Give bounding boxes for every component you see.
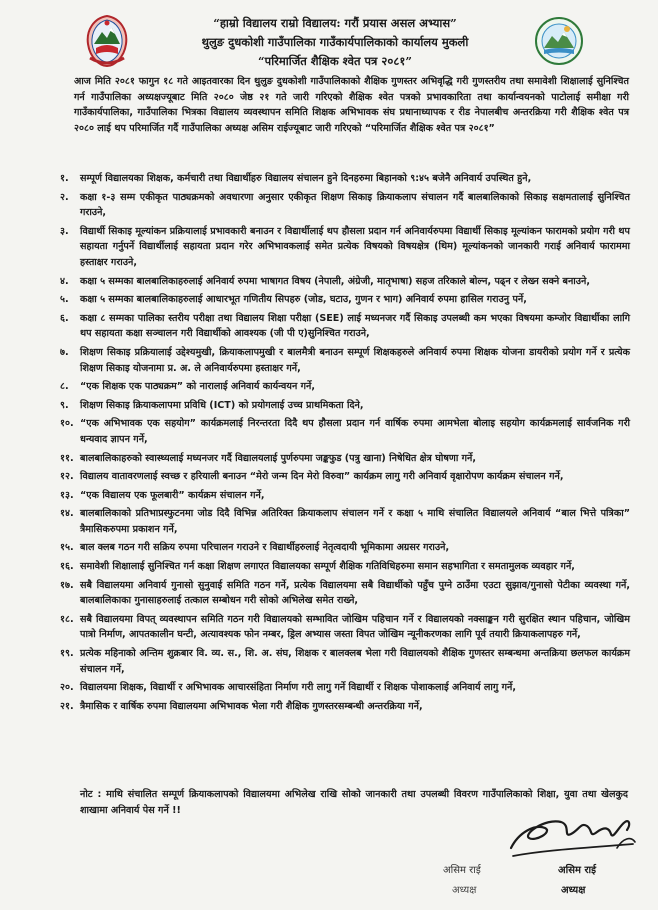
document-title: “परिमार्जित शैक्षिक श्वेत पत्र २०८१” xyxy=(258,54,412,68)
directive-number: १३. xyxy=(60,489,74,501)
directive-number: २१. xyxy=(60,700,74,712)
directive-number: २०. xyxy=(60,682,74,694)
directive-item xyxy=(60,190,630,221)
directive-item xyxy=(60,559,630,575)
directive-item xyxy=(60,292,630,308)
directive-number: ४. xyxy=(60,275,69,287)
directive-text: “एक शिक्षक एक पाठ्यक्रम” को नारालाई अनिवार्य कार्यन्वयन गर्ने, xyxy=(80,381,315,393)
directive-item xyxy=(60,506,630,537)
header-office: थुलुङ दुधकोशी गाउँपालिका गाउँकार्यपालिकाको कार्यालय मुकली xyxy=(201,35,469,49)
directive-item xyxy=(60,540,630,556)
directive-text: विद्यालय वातावरणलाई स्वच्छ र हरियाली बनाउन “मेरो जन्म दिन मेरो विरुवा” कार्यक्रम लागु गरी अनिवार्य वृक्षारोपण कार्यक्रम संचालन गर्ने, xyxy=(80,471,564,483)
directive-number: १०. xyxy=(60,418,74,430)
directive-item xyxy=(60,488,630,504)
directive-number: ९. xyxy=(60,399,69,411)
directive-text: शिक्षण सिकाइ क्रियाकलापमा प्रविधि (ICT) को प्रयोगलाई उच्च प्राथमिकता दिने, xyxy=(80,399,364,411)
directive-text: सबै विद्यालयमा विपत् व्यवस्थापन समिति गठन गरी विद्यालयको सम्भावित जोखिम पहिचान गर्ने र विद्यालयको नक्साङ्कन गरी सुरक्षित स्थान पहिचान, जोखिम पात्रो निर्माण, आपतकालीन घन्टी, अत्यावश्यक फोन नम्बर, ड्रिल अभ्यास जस्ता विपत जोखिम न्यूनीकरणका लागि पूर्व तयारी क्रियाकलापहरु गर्ने, xyxy=(80,613,630,641)
directive-text: त्रैमासिक र वार्षिक रुपमा विद्यालयमा अभिभावक भेला गरी शैक्षिक गुणस्तरसम्बन्धी अन्तरक्रिया गर्ने, xyxy=(80,700,423,712)
directive-text: “एक विद्यालय एक फूलबारी” कार्यक्रम संचालन गर्ने, xyxy=(80,489,265,501)
directive-text: कक्षा ८ सम्मका पालिका स्तरीय परीक्षा तथा विद्यालय शिक्षा परीक्षा (SEE) लाई मध्यनजर गर्दै सिकाइ उपलब्धी कम भएका विषयमा कम्जोर विद्यार्थीका लागि थप सहायता कक्षा सञ्चालन गरी विद्यार्थीको आवश्यक (जी पी ए)सुनिश्चित गराउने, xyxy=(80,312,630,340)
note-paragraph: नोट : माथि संचालित सम्पूर्ण क्रियाकलापको विद्यालयमा अभिलेख राखि सोको जानकारी तथा उपलब्धी विवरण गाउँपालिकाको शिक्षा, युवा तथा खेलकुद शाखामा अनिवार्य पेस गर्ने !! xyxy=(80,789,628,816)
stamp-name: असिम राई xyxy=(443,865,481,876)
directive-item xyxy=(60,171,630,187)
directive-text: “एक अभिभावक एक सहयोग” कार्यक्रमलाई निरन्तरता दिदै थप हौसला प्रदान गर्न वार्षिक रुपमा आमभेला बोलाइ सहयोग कार्यक्रमलाई सार्वजनिक गरी धन्यवाद ज्ञापन गर्ने, xyxy=(80,418,630,445)
directive-item xyxy=(60,578,630,609)
directive-item xyxy=(60,224,630,271)
directive-text: कक्षा ५ सम्मका बालबालिकाहरुलाई आधारभूत गणितीय सिपहरु (जोड, घटाउ, गुणन र भाग) अनिवार्य रुपमा हासिल गराउनु पर्ने, xyxy=(80,294,527,306)
directive-text: कक्षा १-३ सम्म एकीकृत पाठ्यक्रमको अवधारणा अनुसार एकीकृत शिक्षण सिकाइ क्रियाकलाप संचालन गर्दै बालबालिकाको सिकाइ सक्षमतालाई सुनिश्चित गराउने, xyxy=(80,191,630,219)
directive-text: विद्यार्थी सिकाइ मूल्यांकन प्रक्रियालाई प्रभावकारी बनाउन र विद्यार्थीलाई थप हौसला प्रदान गर्न अनिवार्यरुपमा विद्यार्थी सिकाइ मूल्यांकन फारामको प्रयोग गरी थप सहायता गर्नुपर्ने विद्यार्थीलाई सहायता प्रदान गरेर अभिभावकलाई समेत प्रत्येक विषयको विषयक्षेत्र (थिम) मूल्यांकनको जानकारी गराई अनिवार्य फाराममा हस्ताक्षर गराउने, xyxy=(80,225,630,268)
directive-number: ६. xyxy=(60,312,69,324)
signatory-title: अध्यक्ष xyxy=(561,885,586,896)
directive-text: सबै विद्यालयमा अनिवार्य गुनासो सुनुवाई समिति गठन गर्ने, प्रत्येक विद्यालयमा सबै विद्यार्थीको पहुँच पुग्ने ठाउँमा एउटा सुझाव/गुनासो पेटीका व्यवस्था गर्ने, बालबालिकाका गुनासाहरुलाई तत्काल सम्बोधन गरी सोको अभिलेख समेत राख्ने, xyxy=(80,579,630,607)
directive-number: २. xyxy=(60,191,69,203)
directive-item xyxy=(60,274,630,290)
directive-text: प्रत्येक महिनाको अन्तिम शुक्रबार वि. व्य. स., शि. अ. संघ, शिक्षक र बालक्लब भेला गरी विद्यालयको शैक्षिक गुणस्तर सम्बन्धमा अन्तक्रिया छलफल कार्यक्रम संचालन गर्ने, xyxy=(80,648,630,675)
directive-text: शिक्षण सिकाइ प्रक्रियालाई उद्देश्यमुखी, क्रियाकलापमुखी र बालमैत्री बनाउन सम्पूर्ण शिक्षकहरुले अनिवार्य रुपमा शिक्षक योजना डायरीको प्रयोग गर्ने र प्रत्येक शिक्षण सिकाइ योजनामा प्र. अ. ले अनिवार्यरुपमा हस्ताक्षर गर्ने, xyxy=(80,346,630,374)
municipality-logo-icon xyxy=(534,16,584,66)
nepal-emblem-icon xyxy=(82,14,132,68)
directive-number: ५. xyxy=(60,294,69,306)
directive-list xyxy=(60,171,630,717)
directive-text: बालबालिकाहरुको स्वास्थ्यलाई मध्यनजर गर्दै विद्यालयलाई पुर्णरुपमा जङ्कफुड (पत्रु खाना) निषेधित क्षेत्र घोषणा गर्ने, xyxy=(80,452,477,464)
directive-item xyxy=(60,469,630,485)
intro-paragraph: आज मिति २०८१ फागुन १८ गते आइतवारका दिन थुलुङ दुधकोशी गाउँपालिकाको शैक्षिक गुणस्तर अभिवृद्धि गरी गुणस्तरीय तथा समावेशी शिक्षालाई सुनिश्चित गर्न गाउँपालिका अध्यक्षज्यूबाट मिति २०८० जेष्ठ २१ गते जारी गरिएको शैक्षिक श्वेत पत्रको प्रभावकारिता तथा कार्यान्वयनको पाटोलाई समीक्षा गरी गाउँकार्यपालिका, गाउँपालिका भित्रका विद्यालय व्यवस्थापन समिति शिक्षक अभिभावक संघ प्रधानाध्यापक र रीड नेपालबीच अन्तरक्रिया गरी शैक्षिक श्वेत पत्र २०८० लाई थप परिमार्जित गर्दै गाउँपालिका अध्यक्ष असिम राईज्यूबाट जारी गरिएको “परिमार्जित शैक्षिक श्वेत पत्र २०८१” xyxy=(74,76,629,134)
directive-item xyxy=(60,612,630,643)
directive-item xyxy=(60,451,630,467)
directive-text: विद्यालयमा शिक्षक, विद्यार्थी र अभिभावक आचारसंहिता निर्माण गरी लागु गर्ने विद्यार्थी र शिक्षक पोशाकलाई अनिवार्य लागु गर्ने, xyxy=(80,682,517,694)
directive-item xyxy=(60,416,630,447)
directive-number: १४. xyxy=(60,508,74,520)
directive-item xyxy=(60,345,630,376)
signatory-name: असिम राई xyxy=(558,865,597,876)
directive-number: १८. xyxy=(60,613,74,625)
directive-text: बालबालिकाको प्रतिभाप्रस्फुटनमा जोड दिदै विभिन्न अतिरिक्त क्रियाकलाप संचालन गर्ने र कक्षा ५ माथि संचालित विद्यालयले अनिवार्य “बाल भित्ते पत्रिका” त्रैमासिकरुपमा प्रकाशन गर्ने, xyxy=(80,508,630,535)
directive-number: १९. xyxy=(60,648,74,660)
directive-item xyxy=(60,398,630,414)
directive-item xyxy=(60,646,630,677)
directive-number: ७. xyxy=(60,346,69,358)
directive-item xyxy=(60,699,630,715)
directive-text: बाल क्लब गठन गरी सक्रिय रुपमा परिचालन गराउने र विद्यार्थीहरुलाई नेतृत्वदायी भूमिकामा अग्रसर गराउने, xyxy=(80,542,450,554)
directive-number: ८. xyxy=(60,381,69,393)
header-motto: “हाम्रो विद्यालय राम्रो विद्यालय: गरौं प्रयास असल अभ्यास” xyxy=(213,16,457,30)
stamp-title: अध्यक्ष xyxy=(452,885,477,896)
directive-number: १६. xyxy=(60,561,74,573)
directive-item xyxy=(60,680,630,696)
directive-text: समावेशी शिक्षालाई सुनिश्चित गर्न कक्षा शिक्षण लगाएत विद्यालयका सम्पूर्ण शैक्षिक गतिविधिहरुमा समान सहभागिता र समतामुलक व्यवहार गर्ने, xyxy=(80,561,575,573)
directive-number: १२. xyxy=(60,471,74,483)
directive-number: ११. xyxy=(60,452,74,464)
directive-item xyxy=(60,311,630,342)
directive-text: सम्पूर्ण विद्यालयका शिक्षक, कर्मचारी तथा विद्यार्थीहरु विद्यालय संचालन हुने दिनहरुमा बिहानको ९:४५ बजेनै अनिवार्य उपस्थित हुने, xyxy=(80,173,532,184)
signature xyxy=(505,808,640,866)
directive-number: १५. xyxy=(60,542,74,554)
directive-number: १. xyxy=(60,173,69,184)
directive-number: १७. xyxy=(60,579,74,591)
directive-number: ३. xyxy=(60,225,69,237)
directive-text: कक्षा ५ सम्मका बालबालिकाहरुलाई अनिवार्य रुपमा भाषागत विषय (नेपाली, अंग्रेजी, मातृभाषा) सहज तरिकाले बोल्न, पढ्न र लेख्न सक्ने बनाउने, xyxy=(80,275,591,287)
directive-item xyxy=(60,379,630,395)
